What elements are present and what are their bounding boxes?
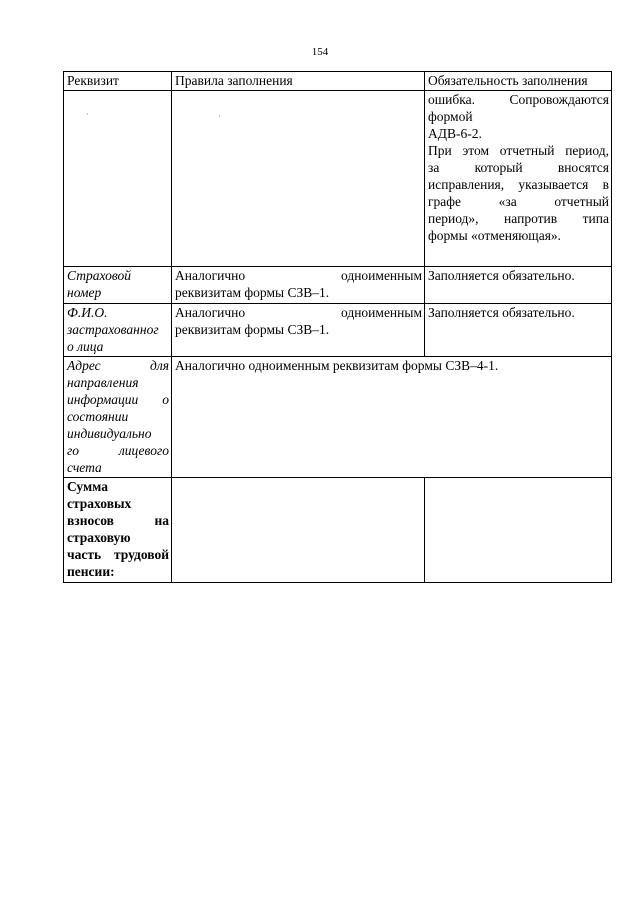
text-line: счета xyxy=(67,460,102,475)
cell-continuation-text xyxy=(425,91,612,267)
page-number: 154 xyxy=(311,46,329,58)
table-row xyxy=(64,267,612,304)
text-line: направления xyxy=(67,375,139,390)
cell-rekvizit: Страховой номер xyxy=(64,267,172,304)
table-header-row xyxy=(64,72,612,91)
cell-empty xyxy=(425,478,612,583)
cell-empty xyxy=(172,478,425,583)
text-line: за который вносятся xyxy=(428,160,609,175)
requisites-table xyxy=(63,71,612,583)
header-rules: Правила заполнения xyxy=(172,72,425,91)
text-line: реквизитам формы СЗВ–1. xyxy=(175,285,330,300)
cell-rekvizit: Ф.И.О. застрахованног о лица xyxy=(64,304,172,357)
table-row-continuation xyxy=(64,91,612,267)
table-row xyxy=(64,478,612,583)
cell-rekvizit xyxy=(64,478,172,583)
text-line: Сумма xyxy=(67,479,109,494)
table-row xyxy=(64,304,612,357)
text-line: страховых xyxy=(67,496,132,511)
header-requirement: Обязательность заполнения xyxy=(425,72,612,91)
cell-rekvizit xyxy=(64,357,172,478)
text-line: реквизитам формы СЗВ–1. xyxy=(175,322,330,337)
text-line: Адрес для xyxy=(67,358,169,373)
cell-empty xyxy=(172,91,425,267)
text-line: состоянии xyxy=(67,409,129,424)
text-line: АДВ-6-2. xyxy=(428,126,482,141)
cell-empty xyxy=(64,91,172,267)
text-line: исправления, указывается в xyxy=(428,177,609,192)
text-line: часть трудовой xyxy=(67,547,169,562)
cell-requirement: Заполняется обязательно. xyxy=(425,304,612,357)
scan-speck: · xyxy=(218,112,221,121)
cell-rule xyxy=(172,267,425,304)
text-line: страховую xyxy=(67,530,131,545)
text-line: ошибка. Сопровождаются xyxy=(428,92,609,107)
text-line: Аналогично одноименным xyxy=(175,305,422,320)
text-line: период», напротив типа xyxy=(428,211,609,226)
text-line: формы «отменяющая». xyxy=(428,228,562,243)
text-line: го лицевого xyxy=(67,443,169,458)
table-row xyxy=(64,357,612,478)
text-line: формой xyxy=(428,109,473,124)
cell-requirement: Заполняется обязательно. xyxy=(425,267,612,304)
cell-rule: Аналогично одноименным реквизитам формы СЗВ–4-1. xyxy=(172,357,612,478)
text-line: пенсии: xyxy=(67,564,115,579)
text-line: графе «за отчетный xyxy=(428,194,609,209)
text-line: При этом отчетный период, xyxy=(428,143,609,158)
text-line: взносов на xyxy=(67,513,169,528)
text-line: Аналогично одноименным xyxy=(175,268,422,283)
cell-rule xyxy=(172,304,425,357)
scan-speck: · xyxy=(86,110,89,119)
header-rekvizit: Реквизит xyxy=(64,72,172,91)
text-line: информации о xyxy=(67,392,169,407)
text-line: индивидуально xyxy=(67,426,152,441)
